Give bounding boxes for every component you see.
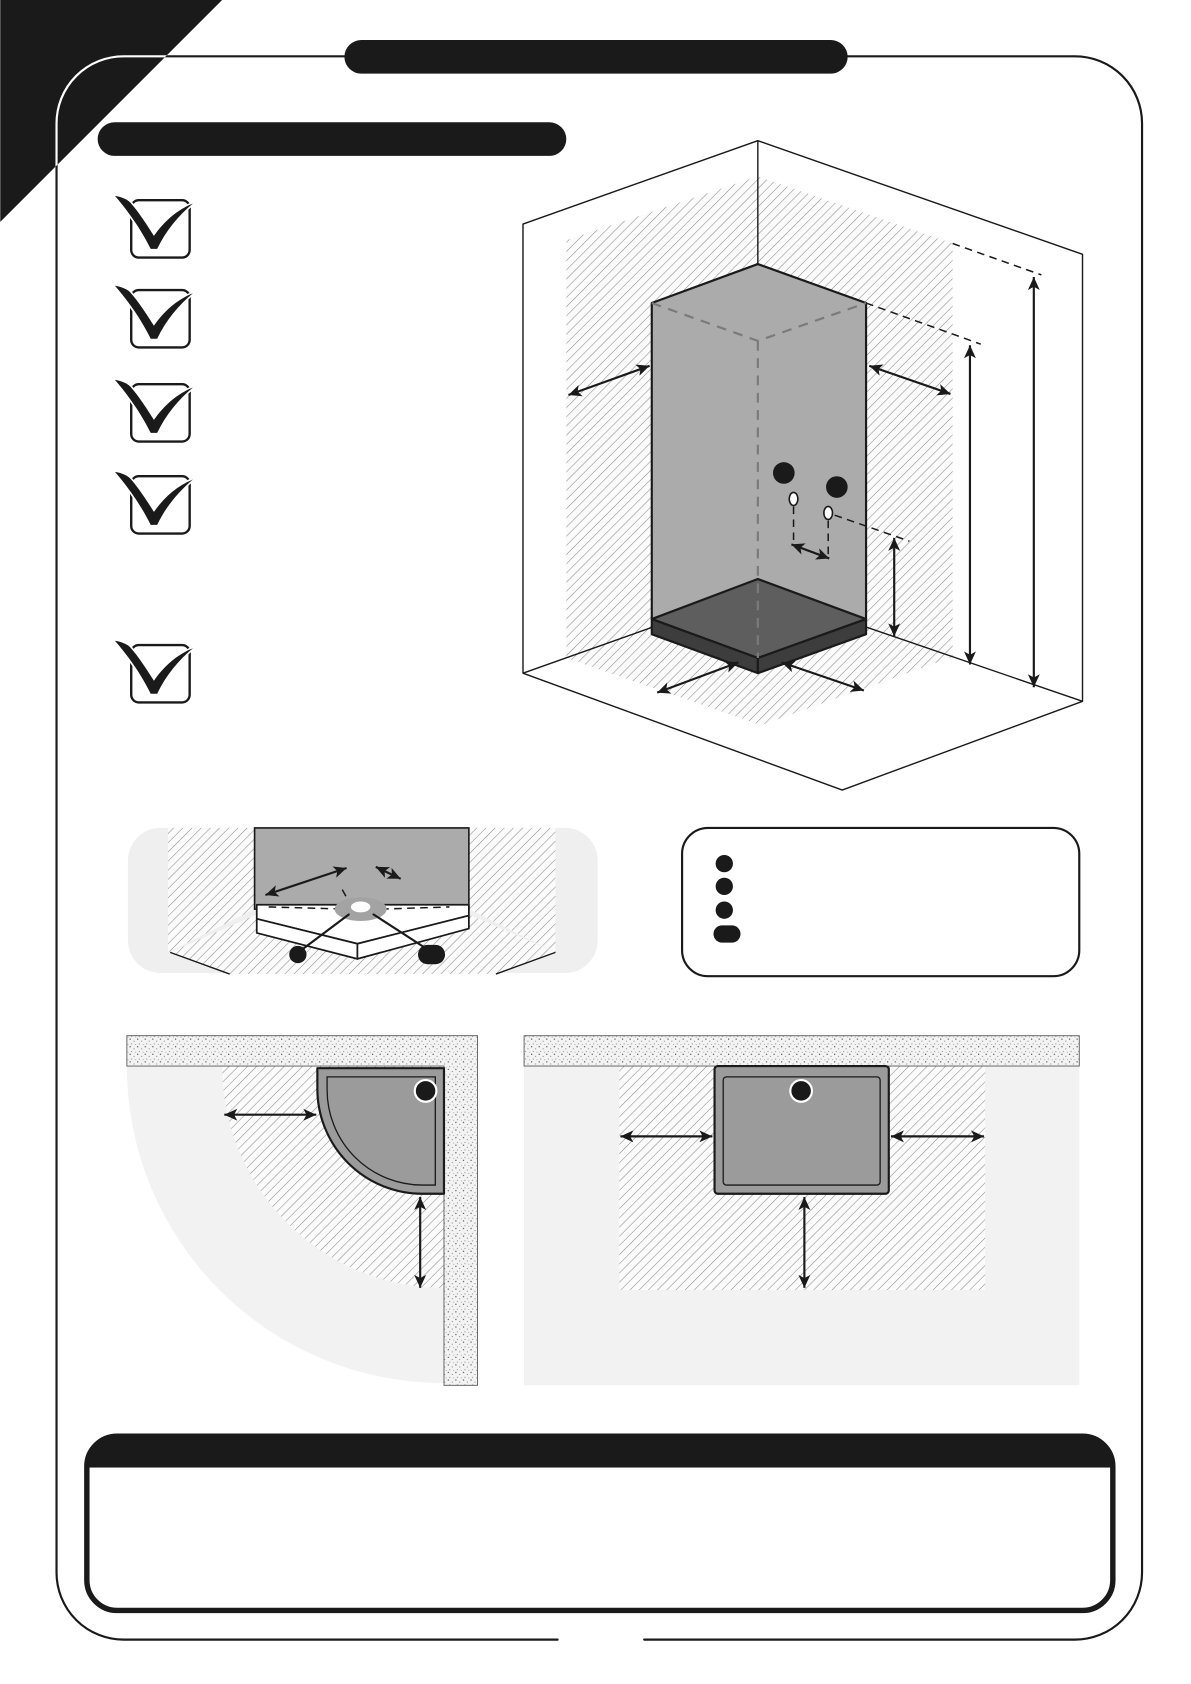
water-outlet-icon (789, 492, 798, 505)
checklist-item (115, 472, 193, 534)
title-bar (344, 40, 847, 74)
notice-box (87, 1436, 1113, 1610)
checklist-item (115, 641, 193, 703)
filled-circle-marker (716, 855, 733, 872)
filled-pill-marker (418, 945, 445, 964)
section-header-bar (98, 122, 567, 156)
water-outlet-icon (824, 506, 833, 519)
quadrant-tray-plan (127, 1036, 478, 1386)
notice-header-bar (87, 1436, 1113, 1467)
legend-box (682, 828, 1079, 976)
checklist-item (115, 286, 193, 348)
checklist (115, 196, 193, 702)
corner-tab (0, 0, 222, 222)
notice-header-clip (87, 1436, 1113, 1467)
filled-circle-marker (716, 878, 733, 895)
detail-drain-hole (351, 902, 370, 913)
filled-circle-marker (289, 946, 306, 963)
room-corner-diagram (523, 141, 1083, 790)
drain-icon (415, 1080, 437, 1102)
page-frame-corner-overlay (57, 56, 434, 433)
checklist-item (115, 196, 193, 258)
drain-icon (790, 1080, 812, 1102)
plan-wall (524, 1036, 1079, 1066)
page-frame-corner-line (57, 56, 434, 433)
tray-detail-diagram (128, 828, 598, 974)
legend-outline (682, 828, 1079, 976)
checklist-item (115, 380, 193, 442)
rectangular-tray-plan (524, 1036, 1079, 1386)
filled-circle-marker (716, 902, 733, 919)
detail-rear-wall (255, 828, 469, 909)
filled-pill-marker (713, 925, 740, 942)
water-pipe-marker (773, 462, 795, 484)
water-pipe-marker (826, 476, 848, 498)
